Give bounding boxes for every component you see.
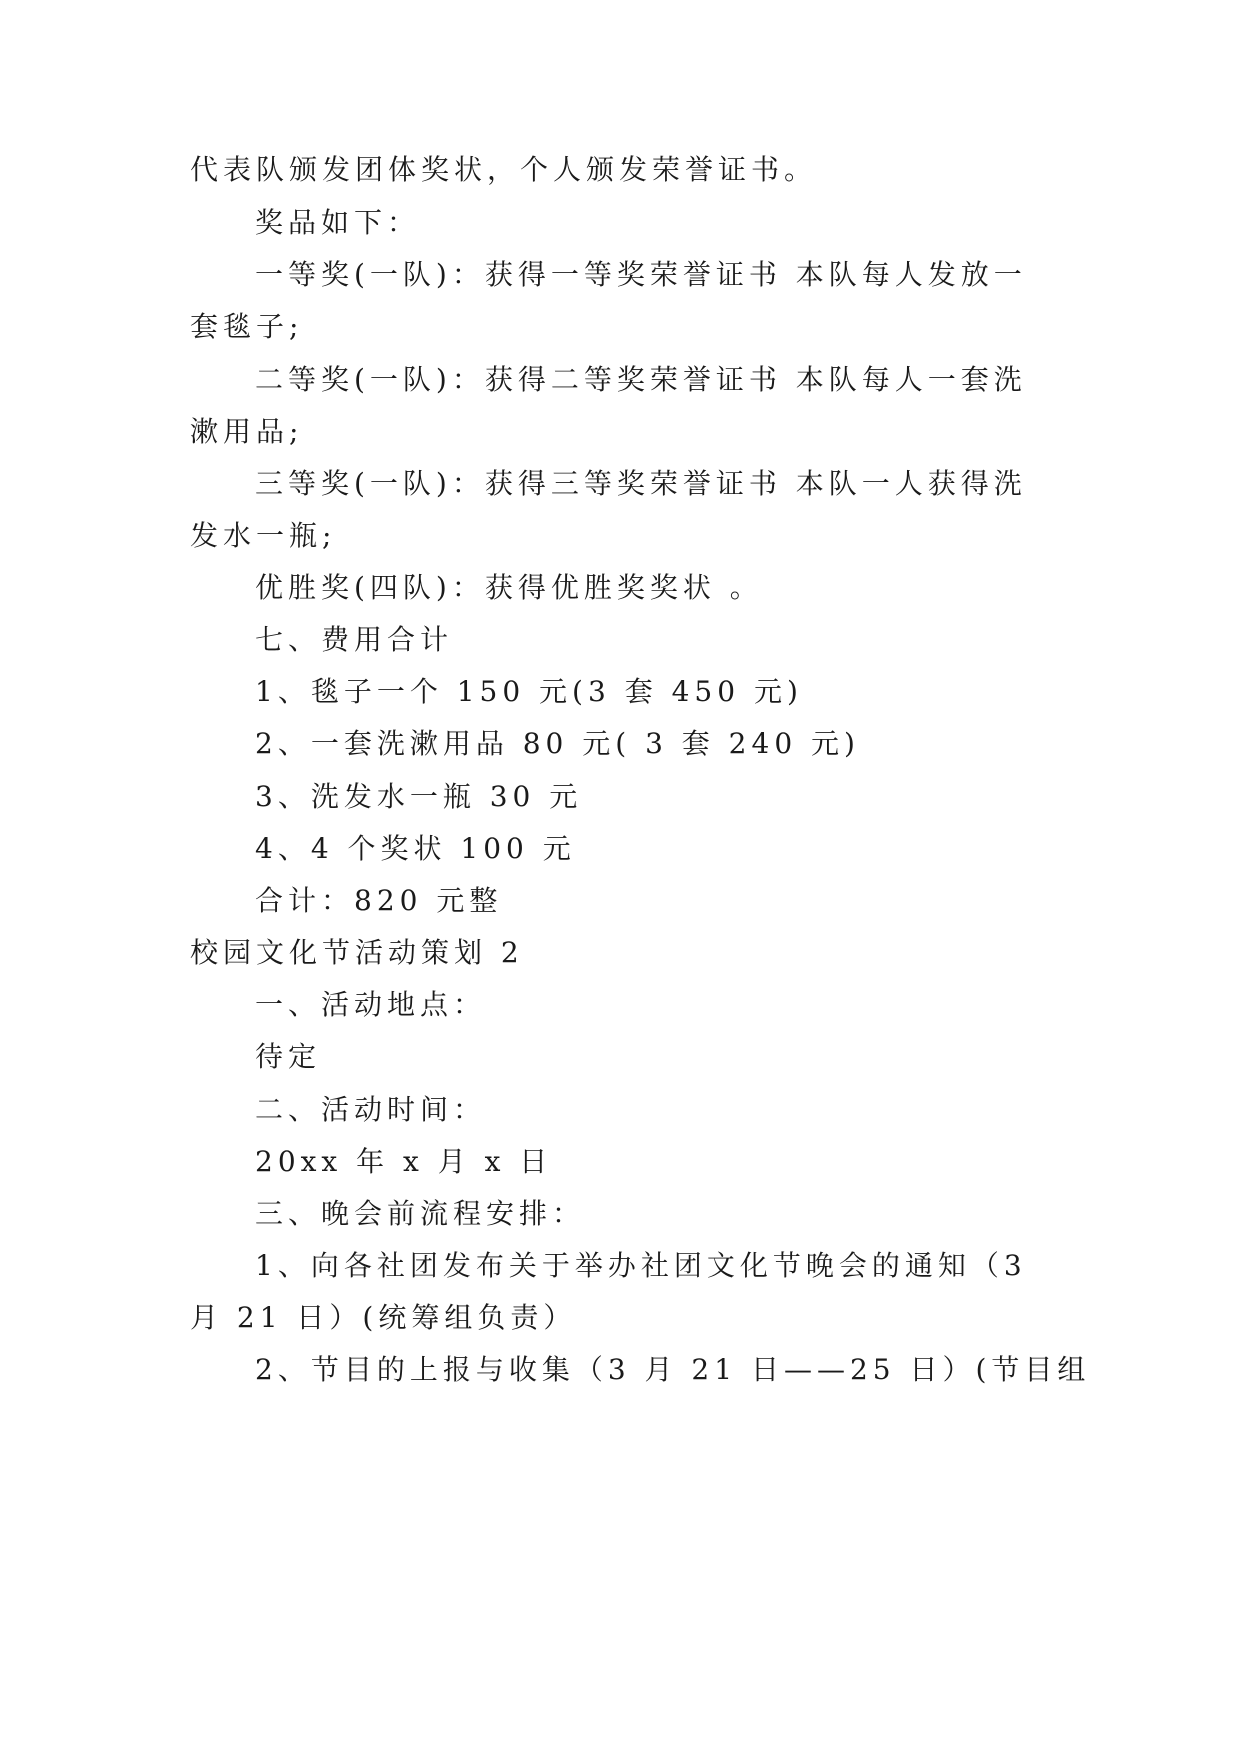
text-line: 优胜奖(四队)：获得优胜奖奖状 。 xyxy=(255,571,763,604)
text-line: 合计：820 元整 xyxy=(255,884,503,917)
text-line: 1、毯子一个 150 元(3 套 450 元) xyxy=(255,675,803,708)
text-line: 代表队颁发团体奖状，个人颁发荣誉证书。 xyxy=(190,153,818,186)
section-heading: 二、活动时间： xyxy=(255,1093,487,1126)
text-line: 漱用品; xyxy=(190,415,304,448)
text-line: 2、节目的上报与收集（3 月 21 日——25 日）(节目组 xyxy=(255,1353,1091,1386)
text-line: 20xx 年 x 月 x 日 xyxy=(255,1145,553,1178)
section-heading: 七、费用合计 xyxy=(255,623,454,656)
text-line: 1、向各社团发布关于举办社团文化节晚会的通知（3 xyxy=(255,1249,1027,1282)
text-line: 月 21 日）(统筹组负责） xyxy=(190,1301,577,1334)
section-heading: 三、晚会前流程安排： xyxy=(255,1197,586,1230)
text-line: 奖品如下： xyxy=(255,206,421,239)
text-line: 4、4 个奖状 100 元 xyxy=(255,832,576,865)
text-line: 二等奖(一队)：获得二等奖荣誉证书 本队每人一套洗 xyxy=(255,363,1027,396)
text-line: 三等奖(一队)：获得三等奖荣誉证书 本队一人获得洗 xyxy=(255,467,1027,500)
text-line: 待定 xyxy=(255,1040,322,1073)
text-line: 3、洗发水一瓶 30 元 xyxy=(255,780,583,813)
text-line: 一等奖(一队)：获得一等奖荣誉证书 本队每人发放一 xyxy=(255,258,1027,291)
section-heading: 一、活动地点： xyxy=(255,988,487,1021)
text-line: 套毯子; xyxy=(190,310,304,343)
document-subtitle: 校园文化节活动策划 2 xyxy=(190,936,524,969)
text-line: 2、一套洗漱用品 80 元( 3 套 240 元) xyxy=(255,727,860,760)
text-line: 发水一瓶; xyxy=(190,519,337,552)
